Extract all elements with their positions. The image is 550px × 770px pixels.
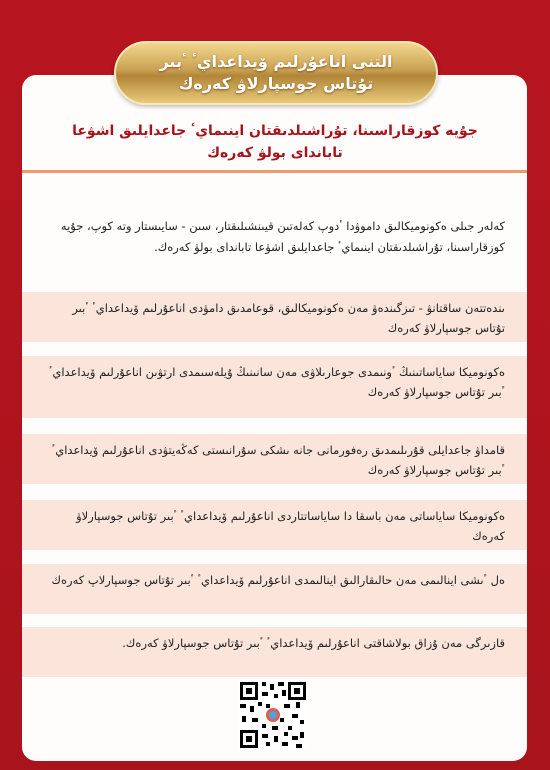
list-item: قامداۋ جاعدايلى قۇرىلىمدىق رەفورمانى جانە ىشكى سۇرانىستى كەڭەيتۋدى اناعۇرلىم ۆيداعدايٴ ٴبىر تۇتاس جوسپارلاۋ كەرەك	[22, 434, 527, 484]
divider	[22, 170, 527, 173]
list-item: ەكونوميكا ساياساتىنىڭ ٴونىمدى جوعارىلاۋى مەن سانىنىڭ ۇيلەسىمدى ارتۋىن اناعۇرلىم ۆيداعدايٴ ٴبىر تۇتاس جوسپارلاۋ كەرەك	[22, 356, 527, 418]
section-subtitle: جۇيە كوزقاراسىنا، تۇراشىلدىقتان اينىمايٴ جاعدايلىق اشۋعا تابانداى بولۋ كەرەك	[72, 123, 478, 161]
page-title: التنى اناعۇرلىم ۆيداعدايٴ ٴبىر تۇتاس جوسپارلاۋ كەرەك	[159, 52, 393, 93]
intro-paragraph: كەلەر جىلى ەكونوميكالىق داموۋدا ٴدوپ كەلەتىن قيىنشىلىقتار، سىن - سايىستار وتە كوپ، جۇيە كوزقاراسىنا، تۇراشىلدىقتان اينىمايٴ جاعدايلىق اشۋعا تابانداى بولۋ كەرەك.	[60, 219, 505, 254]
list-item: ەل ٴىشى اينالىمى مەن حالىقارالىق اينالىمدى اناعۇرلىم ۆيداعدايٴ ٴبىر تۇتاس جوسپارلاپ كەرەك	[22, 564, 527, 614]
title-banner	[114, 41, 438, 105]
list-item: ەكونوميكا ساياساتى مەن باسقا دا ساياساتتاردى اناعۇرلىم ۆيداعدايٴ ٴبىر تۇتاس جوسپارلاۋ كەرەك	[22, 500, 527, 550]
list-item: ىندەتتەن ساقتانۋ - تىزگىندەۋ مەن ەكونوميكالىق، قوعامدىق دامۋدى اناعۇرلىم ۆيداعدايٴ ٴبىر تۇتاس جوسپارلاۋ كەرەك	[22, 292, 527, 342]
list-item: قازىرگى مەن ۇزاق بولاشاقتى اناعۇرلىم ۆيداعدايٴ ٴبىر تۇتاس جوسپارلاۋ كەرەك.	[22, 627, 527, 677]
qr-code	[238, 680, 308, 750]
